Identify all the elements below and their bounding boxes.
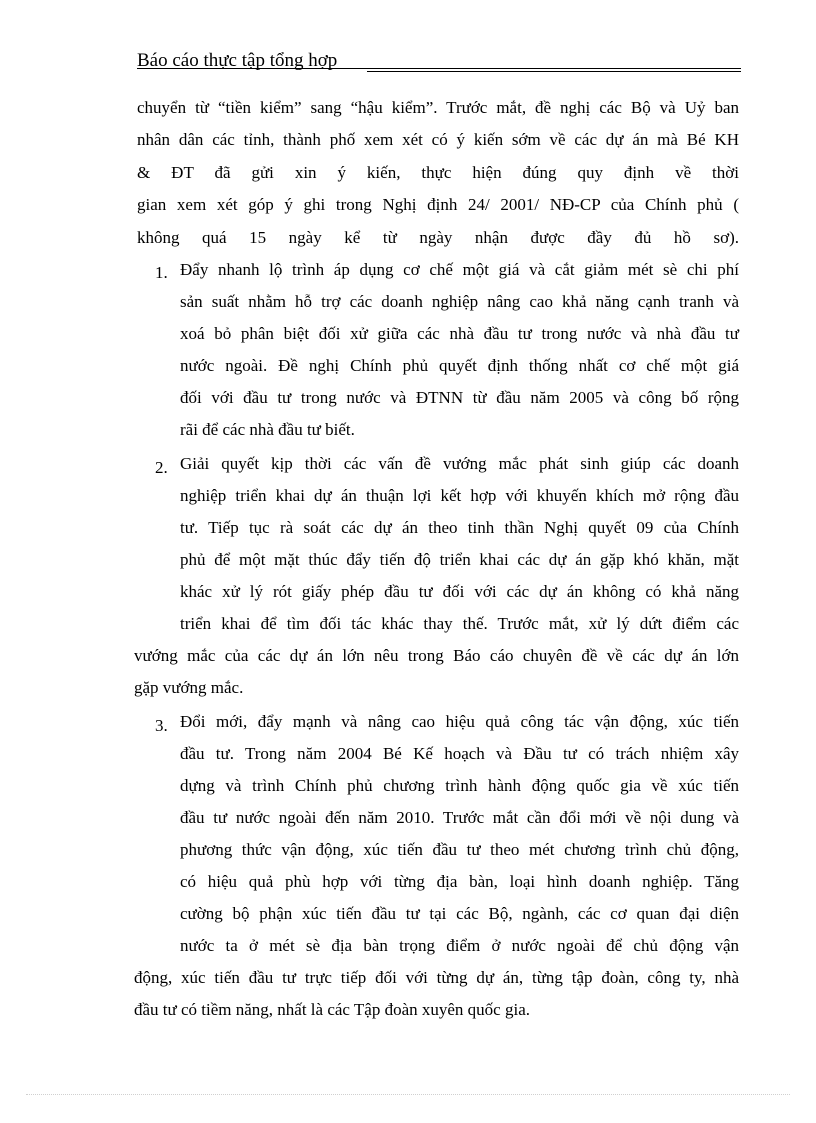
intro-line: gian xem xét góp ý ghi trong Nghị định 24/ 2001/ NĐ-CP của Chính phủ ( (137, 195, 739, 214)
list-item-line: Đẩy nhanh lộ trình áp dụng cơ chế một giá và cắt giảm mét sè chi phí (180, 260, 739, 279)
list-item-line: có hiệu quả phù hợp với từng địa bàn, loại hình doanh nghiệp. Tăng (180, 872, 739, 891)
list-item-number: 2. (155, 458, 168, 477)
list-item-line: cường bộ phận xúc tiến đầu tư tại các Bộ, ngành, các cơ quan đại diện (180, 904, 739, 923)
header-rule-thick (367, 71, 741, 72)
list-item-line: khác xử lý rót giấy phép đầu tư đối với các dự án không có khả năng (180, 582, 739, 601)
list-item-line: nước ngoài. Đề nghị Chính phủ quyết định thống nhất cơ chế một giá (180, 356, 739, 375)
header-rule (137, 68, 741, 69)
list-item-line: đối với đầu tư trong nước và ĐTNN từ đầu năm 2005 và công bố rộng (180, 388, 739, 407)
list-item-line: xoá bỏ phân biệt đối xử giữa các nhà đầu tư trong nước và nhà đầu tư (180, 324, 739, 343)
list-item-line: rãi để các nhà đầu tư biết. (180, 420, 355, 439)
intro-line: không quá 15 ngày kể từ ngày nhận được đầy đủ hồ sơ). (137, 228, 739, 247)
list-item-line: phủ để một mặt thúc đẩy tiến độ triển khai các dự án gặp khó khăn, mặt (180, 550, 739, 569)
intro-line: nhân dân các tỉnh, thành phố xem xét có ý kiến sớm về các dự án mà Bé KH (137, 130, 739, 149)
list-item-number: 3. (155, 716, 168, 735)
list-item-line: vướng mắc của các dự án lớn nêu trong Báo cáo chuyên đề về các dự án lớn (134, 646, 739, 665)
page-header (137, 50, 741, 72)
list-item-line: động, xúc tiến đầu tư trực tiếp đối với từng dự án, từng tập đoàn, công ty, nhà (134, 968, 739, 987)
list-item-line: nghiệp triển khai dự án thuận lợi kết hợp với khuyến khích mở rộng đầu (180, 486, 739, 505)
list-item-line: đầu tư. Trong năm 2004 Bé Kế hoạch và Đầu tư có trách nhiệm xây (180, 744, 739, 763)
list-item-line: Đổi mới, đẩy mạnh và nâng cao hiệu quả công tác vận động, xúc tiến (180, 712, 739, 731)
list-item-line: đầu tư có tiềm năng, nhất là các Tập đoàn xuyên quốc gia. (134, 1000, 530, 1019)
list-item-line: dựng và trình Chính phủ chương trình hành động quốc gia về xúc tiến (180, 776, 739, 795)
list-item-line: triển khai để tìm đối tác khác thay thế. Trước mắt, xử lý dứt điểm các (180, 614, 739, 633)
list-item-line: phương thức vận động, xúc tiến đầu tư theo mét chương trình chủ động, (180, 840, 739, 859)
list-item-line: tư. Tiếp tục rà soát các dự án theo tinh thần Nghị quyết 09 của Chính (180, 518, 739, 537)
list-item-line: sản suất nhằm hỗ trợ các doanh nghiệp nâng cao khả năng cạnh tranh và (180, 292, 739, 311)
list-item-line: nước ta ở mét sè địa bàn trọng điểm ở nước ngoài để chủ động vận (180, 936, 739, 955)
intro-line: & ĐT đã gửi xin ý kiến, thực hiện đúng quy định về thời (137, 163, 739, 182)
header-title: Báo cáo thực tập tổng hợp (137, 50, 338, 71)
list-item-line: đầu tư nước ngoài đến năm 2010. Trước mắt cần đổi mới về nội dung và (180, 808, 739, 827)
list-item-number: 1. (155, 263, 168, 282)
list-item-line: gặp vướng mắc. (134, 678, 244, 697)
intro-line: chuyển từ “tiền kiểm” sang “hậu kiểm”. Trước mắt, đề nghị các Bộ và Uỷ ban (137, 98, 739, 117)
page-bottom-border (26, 1094, 790, 1095)
list-item-line: Giải quyết kịp thời các vấn đề vướng mắc phát sinh giúp các doanh (180, 454, 739, 473)
